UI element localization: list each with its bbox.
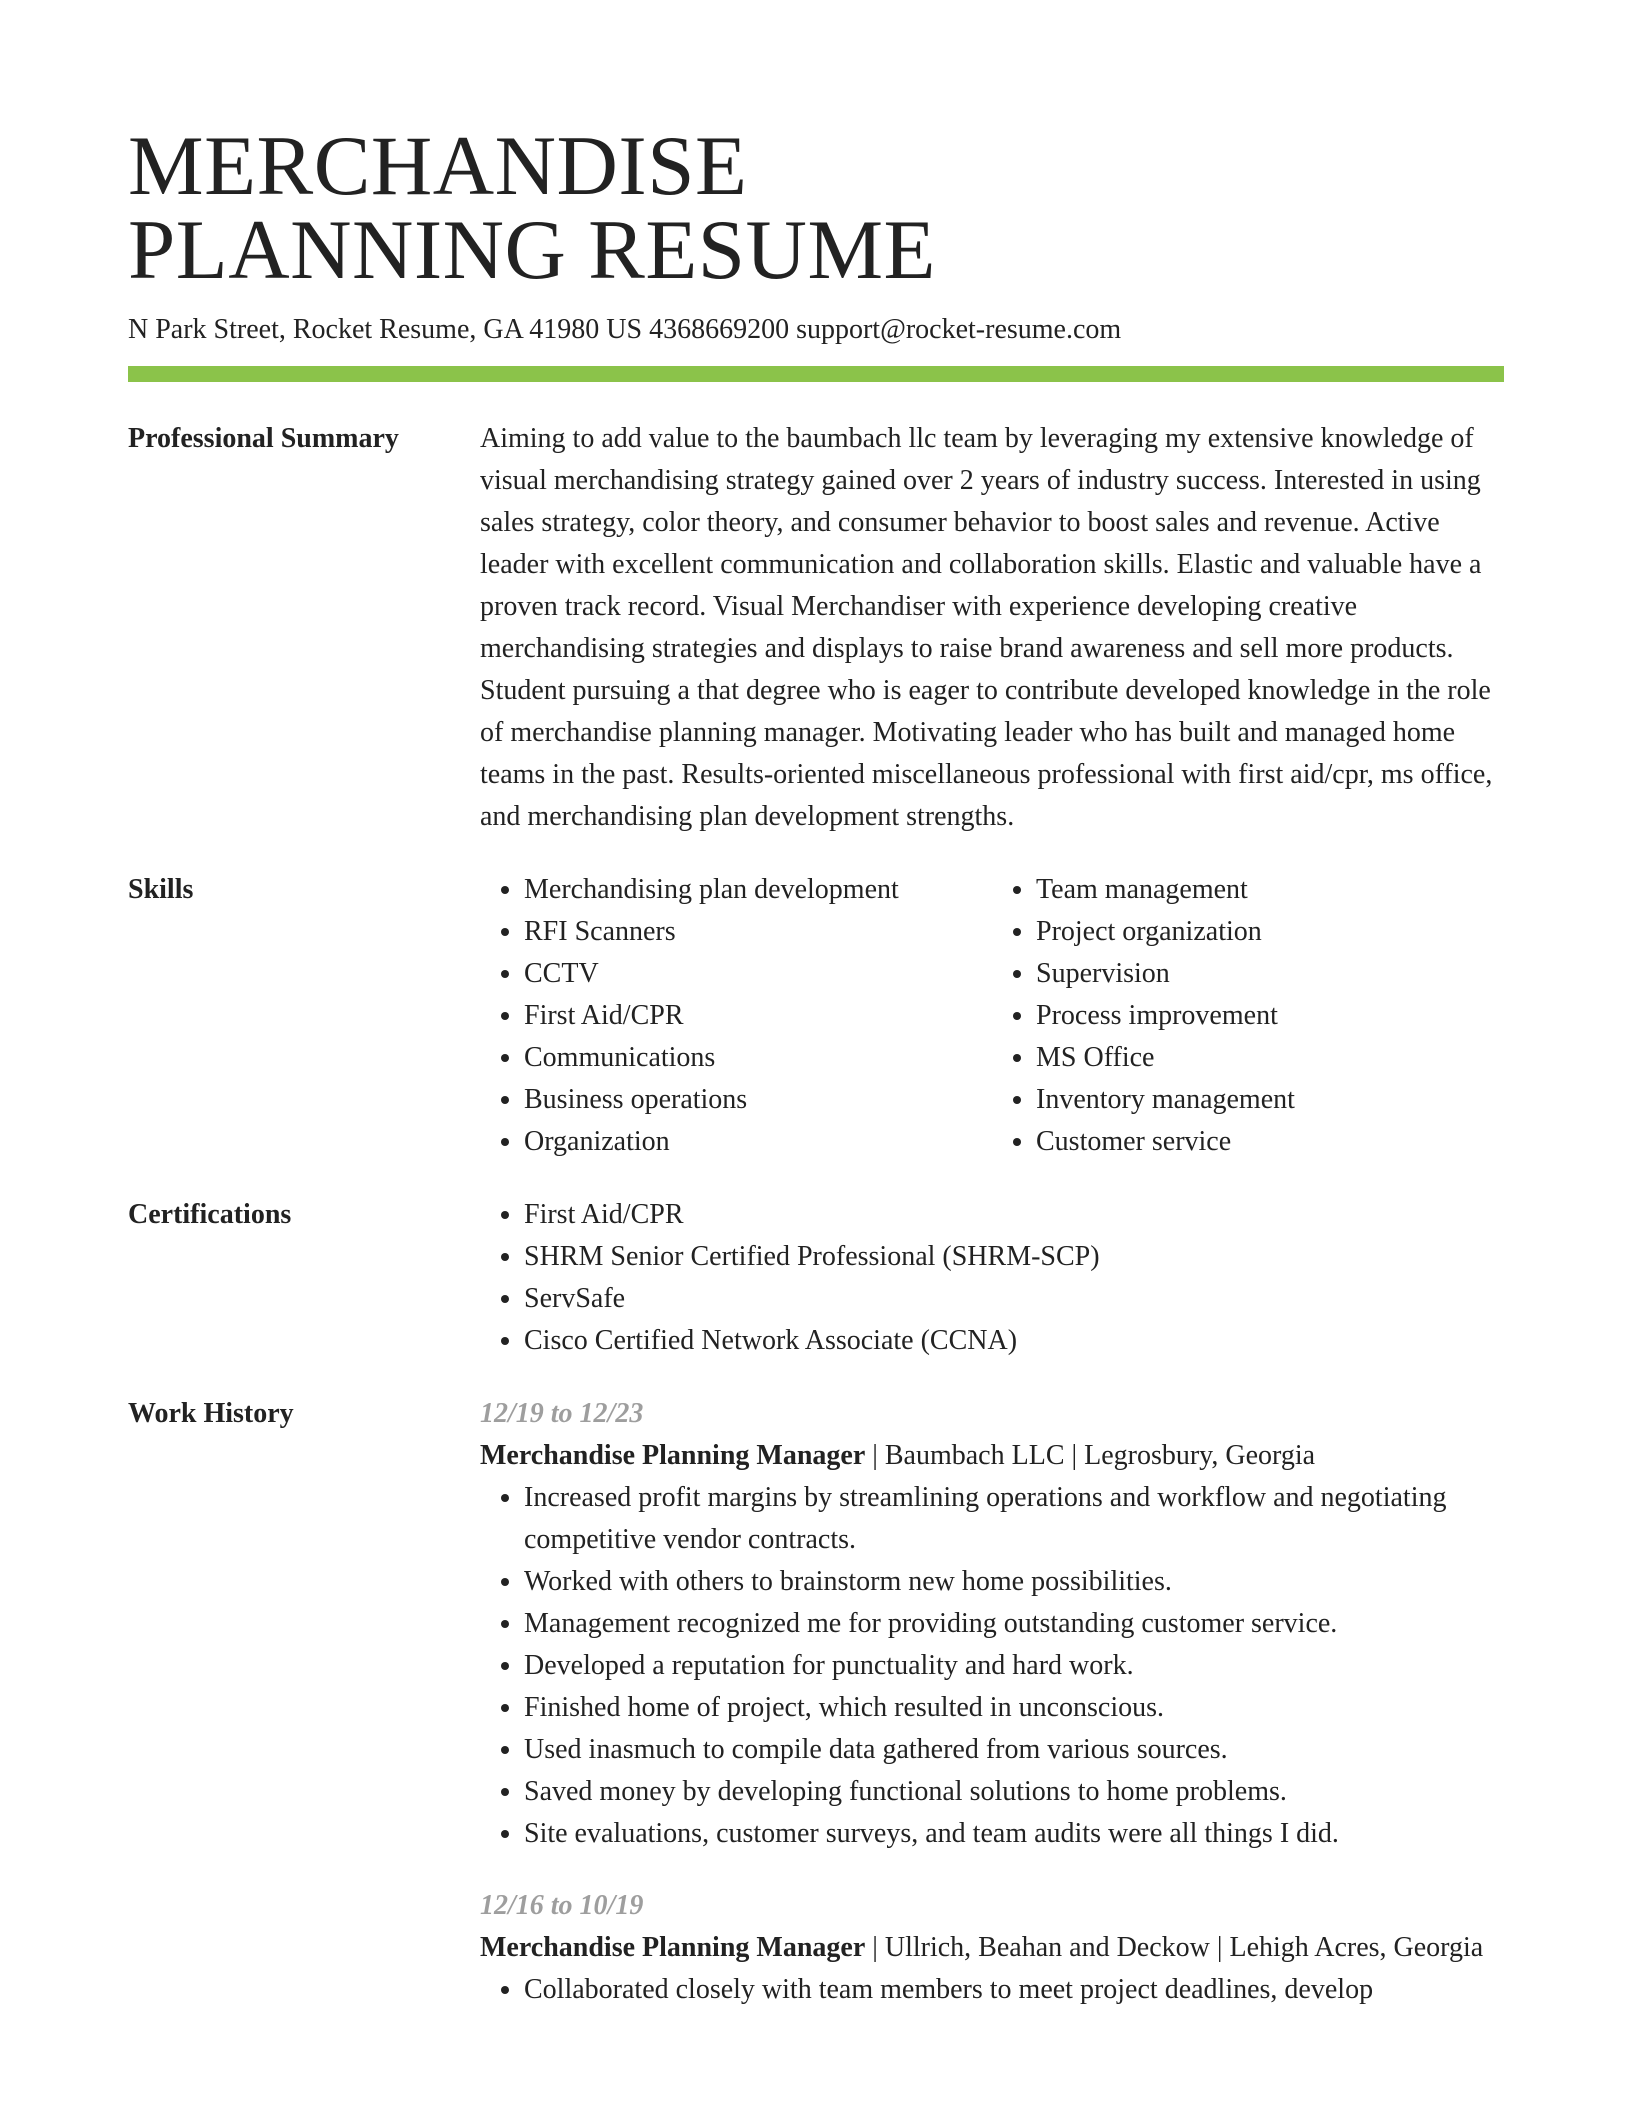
job-dates: 12/19 to 12/23 — [480, 1398, 644, 1429]
job-bullets — [480, 1477, 1504, 1855]
title-line-1: MERCHANDISE — [128, 119, 748, 213]
job-title: Merchandise Planning Manager — [480, 1932, 866, 1963]
contact-info: N Park Street, Rocket Resume, GA 41980 US 4368669200 support@rocket-resume.com — [128, 314, 1122, 345]
list-item: • Used inasmuch to compile data gathered from various sources. — [524, 1729, 1504, 1771]
summary-label: Professional Summary — [128, 423, 399, 454]
resume-title — [128, 0, 1504, 297]
list-item: • CCTV — [524, 953, 992, 995]
certifications-list — [480, 1194, 1504, 1362]
list-item: • ServSafe — [524, 1278, 1504, 1320]
list-item: • Cisco Certified Network Associate (CCNA) — [524, 1320, 1504, 1362]
list-item: • Site evaluations, customer surveys, and team audits were all things I did. — [524, 1813, 1504, 1855]
list-item: • Business operations — [524, 1079, 992, 1121]
list-item: • Team management — [1036, 869, 1504, 911]
list-item: • RFI Scanners — [524, 911, 992, 953]
skills-label: Skills — [128, 874, 194, 905]
job-entry — [480, 1885, 1504, 2011]
work-history-section — [128, 1393, 1504, 2011]
skills-section — [128, 869, 1504, 1163]
work-history-body — [480, 1393, 1504, 2011]
list-item: • SHRM Senior Certified Professional (SHRM-SCP) — [524, 1236, 1504, 1278]
certifications-section — [128, 1194, 1504, 1362]
list-item: • Finished home of project, which resulted in unconscious. — [524, 1687, 1504, 1729]
list-item: • Process improvement — [1036, 995, 1504, 1037]
list-item: • First Aid/CPR — [524, 1194, 1504, 1236]
job-bullets — [480, 1969, 1504, 2011]
job-details: | Baumbach LLC | Legrosbury, Georgia — [865, 1440, 1316, 1471]
certifications-label: Certifications — [128, 1199, 292, 1230]
job-heading — [480, 1927, 1504, 1969]
job-heading — [480, 1435, 1504, 1477]
list-item: • Merchandising plan development — [524, 869, 992, 911]
list-item: • Customer service — [1036, 1121, 1504, 1163]
list-item: • Developed a reputation for punctuality and hard work. — [524, 1645, 1504, 1687]
work-history-label: Work History — [128, 1398, 294, 1429]
list-item: • Supervision — [1036, 953, 1504, 995]
accent-divider — [128, 366, 1504, 382]
list-item: • Increased profit margins by streamlining operations and workflow and negotiating competitive vendor contracts. — [524, 1477, 1504, 1561]
list-item: • MS Office — [1036, 1037, 1504, 1079]
job-dates: 12/16 to 10/19 — [480, 1890, 644, 1921]
job-title: Merchandise Planning Manager — [480, 1440, 866, 1471]
list-item: • Worked with others to brainstorm new home possibilities. — [524, 1561, 1504, 1603]
skills-list-left — [480, 869, 992, 1163]
job-details: | Ullrich, Beahan and Deckow | Lehigh Acres, Georgia — [865, 1932, 1484, 1963]
summary-section — [128, 418, 1504, 838]
summary-text: Aiming to add value to the baumbach llc team by leveraging my extensive knowledge of visual merchandising strategy gained over 2 years of industry success. Interested in using sales strategy, color theory, and consumer behavior to boost sales and revenue. Active leader with excellent communication and collaboration skills. Elastic and valuable have a proven track record. Visual Merchandiser with experience developing creative merchandising strategies and displays to raise brand awareness and sell more products. Student pursuing a that degree who is eager to contribute developed knowledge in the role of merchandise planning manager. Motivating leader who has built and managed home teams in the past. Results-oriented miscellaneous professional with first aid/cpr, ms office, and merchandising plan development strengths. — [480, 423, 1493, 832]
skills-list-right — [992, 869, 1504, 1163]
list-item: • Collaborated closely with team members to meet project deadlines, develop — [524, 1969, 1504, 2011]
title-line-2: PLANNING RESUME — [128, 203, 936, 297]
list-item: • Organization — [524, 1121, 992, 1163]
list-item: • Saved money by developing functional solutions to home problems. — [524, 1771, 1504, 1813]
list-item: • Project organization — [1036, 911, 1504, 953]
summary-body — [480, 418, 1504, 838]
list-item: • Inventory management — [1036, 1079, 1504, 1121]
list-item: • First Aid/CPR — [524, 995, 992, 1037]
job-entry — [480, 1393, 1504, 1855]
list-item: • Management recognized me for providing outstanding customer service. — [524, 1603, 1504, 1645]
list-item: • Communications — [524, 1037, 992, 1079]
certifications-body — [480, 1194, 1504, 1362]
skills-body — [480, 869, 1504, 1163]
